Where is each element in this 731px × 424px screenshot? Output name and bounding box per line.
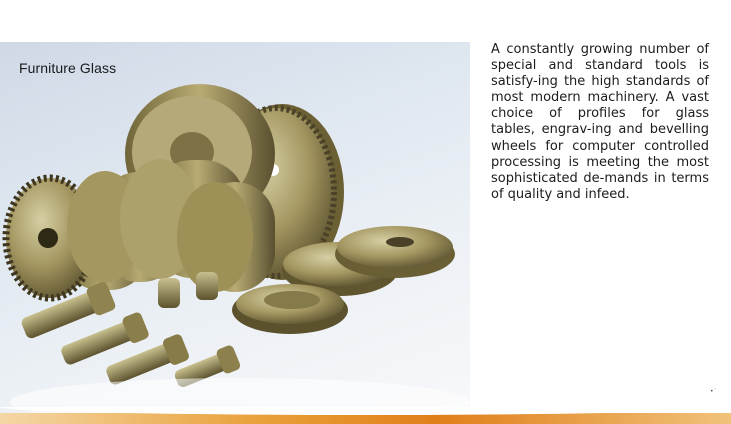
product-photo [0,42,470,414]
page-mark: •˙ [710,388,717,395]
description-paragraph: A constantly growing number of special and standard tools is satisfy-ing the high standards of most modern machinery. A vast choice of profiles for glass tables, engrav-ing and bevelling wheels for computer controlled processing is meeting the most sophisticated de-mands in terms of quality and infeed. [491,42,709,202]
tools-illustration [0,42,470,414]
photo-caption: Furniture Glass [19,60,117,76]
